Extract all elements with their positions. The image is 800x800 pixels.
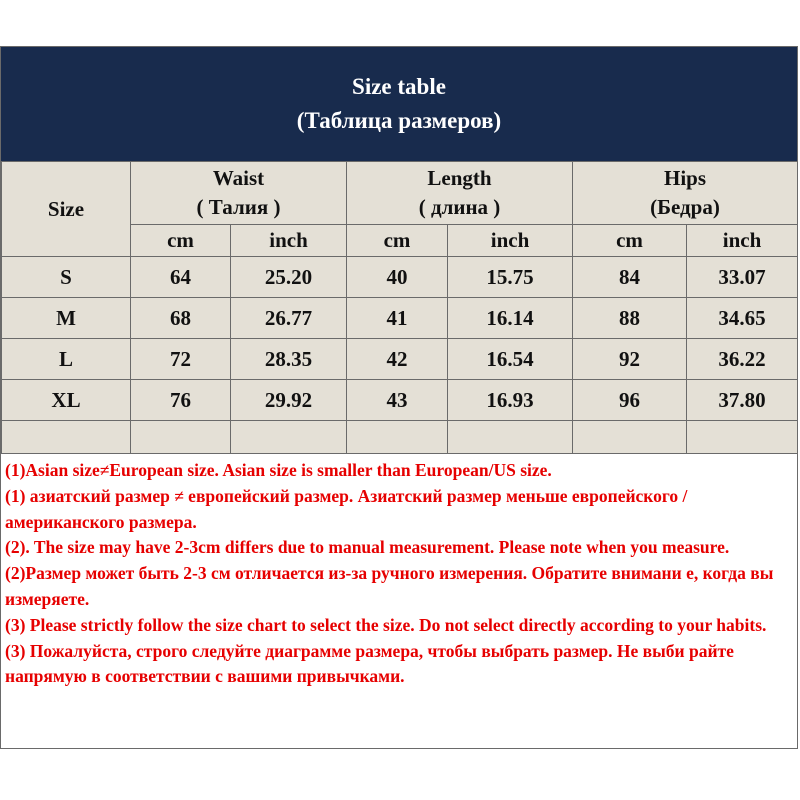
waist-inch-cell: 26.77 — [231, 298, 347, 339]
waist-cm-cell: 76 — [131, 380, 231, 421]
length-cm-cell: 40 — [347, 257, 448, 298]
waist-cm-cell: 64 — [131, 257, 231, 298]
waist-inch-cell: 25.20 — [231, 257, 347, 298]
size-table — [1, 161, 798, 462]
table-group-header-row — [2, 162, 798, 225]
hips-cm-header: cm — [573, 225, 687, 257]
size-cell: XL — [2, 380, 131, 421]
length-inch-cell: 16.54 — [448, 339, 573, 380]
length-inch-cell: 16.14 — [448, 298, 573, 339]
hips-inch-cell: 34.65 — [687, 298, 798, 339]
table-row — [2, 339, 798, 380]
length-translation: ( длина ) — [418, 195, 501, 219]
length-cm-header: cm — [347, 225, 448, 257]
hips-cm-cell: 84 — [573, 257, 687, 298]
hips-group-header — [573, 162, 798, 225]
note-follow-chart-en: (3) Please strictly follow the size chart to select the size. Do not select directly according to your habits. — [5, 614, 767, 635]
length-inch-header: inch — [448, 225, 573, 257]
size-column-header: Size — [2, 162, 131, 257]
table-row — [2, 298, 798, 339]
waist-label: Waist — [212, 166, 265, 190]
hips-inch-cell: 36.22 — [687, 339, 798, 380]
note-asian-size-ru: (1) азиатский размер ≠ европейский размер. Азиатский размер меньше европейского / американского размера. — [5, 485, 688, 532]
waist-cm-cell: 72 — [131, 339, 231, 380]
size-cell: L — [2, 339, 131, 380]
hips-cm-cell: 92 — [573, 339, 687, 380]
hips-label: Hips — [663, 166, 707, 190]
length-inch-cell: 16.93 — [448, 380, 573, 421]
hips-cm-cell: 88 — [573, 298, 687, 339]
hips-inch-cell: 37.80 — [687, 380, 798, 421]
size-notes — [1, 453, 797, 748]
size-table-subtitle: (Таблица размеров) — [296, 108, 502, 133]
waist-inch-header: inch — [231, 225, 347, 257]
waist-cm-header: cm — [131, 225, 231, 257]
size-cell: M — [2, 298, 131, 339]
waist-translation: ( Талия ) — [196, 195, 281, 219]
size-table-header — [1, 47, 797, 161]
waist-inch-cell: 28.35 — [231, 339, 347, 380]
note-measurement-en: (2). The size may have 2-3cm differs due to manual measurement. Please note when you measure. — [5, 537, 730, 558]
waist-inch-cell: 29.92 — [231, 380, 347, 421]
size-table-title: Size table — [352, 74, 446, 99]
hips-translation: (Бедра) — [650, 195, 720, 219]
length-cm-cell: 41 — [347, 298, 448, 339]
hips-inch-cell: 33.07 — [687, 257, 798, 298]
table-row — [2, 257, 798, 298]
waist-cm-cell: 68 — [131, 298, 231, 339]
length-group-header — [347, 162, 573, 225]
hips-inch-header: inch — [687, 225, 798, 257]
note-follow-chart-ru: (3) Пожалуйста, строго следуйте диаграмме размера, чтобы выбрать размер. Не выби райте напрямую в соответствии с вашими привычками. — [5, 640, 734, 687]
size-cell: S — [2, 257, 131, 298]
length-cm-cell: 42 — [347, 339, 448, 380]
length-inch-cell: 15.75 — [448, 257, 573, 298]
note-measurement-ru: (2)Размер может быть 2-3 см отличается из-за ручного измерения. Обратите внимани е, когда вы измеряете. — [5, 563, 774, 609]
table-row — [2, 380, 798, 421]
note-asian-size-en: (1)Asian size≠European size. Asian size is smaller than European/US size. — [5, 460, 552, 480]
hips-cm-cell: 96 — [573, 380, 687, 421]
waist-group-header — [131, 162, 347, 225]
length-label: Length — [427, 166, 492, 190]
length-cm-cell: 43 — [347, 380, 448, 421]
